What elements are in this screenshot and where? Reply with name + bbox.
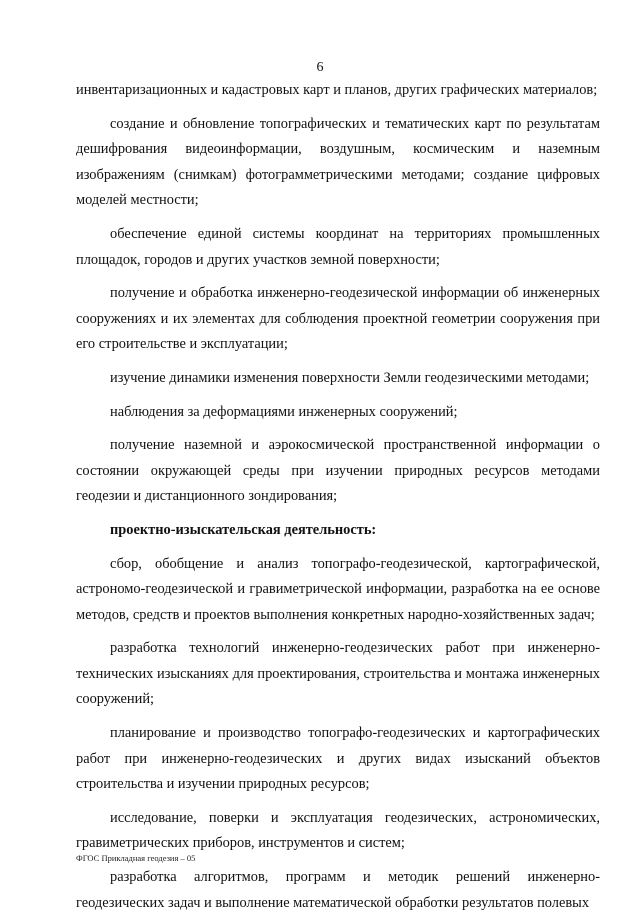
paragraph-survey-planning: планирование и производство топографо-геодезических и картографических работ при инженерно-геодезических и других видах изысканий объектов строительства и изучении природных ресурсов; xyxy=(76,725,600,793)
paragraph-engineering-info: получение и обработка инженерно-геодезической информации об инженерных сооружениях и их элементах для соблюдения проектной геометрии сооружения при его строительстве и эксплуатации; xyxy=(76,285,600,353)
paragraph-continuation: инвентаризационных и кадастровых карт и планов, других графических материалов; xyxy=(76,82,598,98)
page-footer: ФГОС Прикладная геодезия – 05 xyxy=(76,853,196,863)
paragraph-instrument-research: исследование, поверки и эксплуатация геодезических, астрономических, гравиметрических приборов, инструментов и систем; xyxy=(76,809,600,852)
paragraph-coordinate-system: обеспечение единой системы координат на территориях промышленных площадок, городов и других участков земной поверхности; xyxy=(76,225,600,268)
paragraph-earth-surface-dynamics: изучение динамики изменения поверхности Земли геодезическими методами; xyxy=(110,369,590,386)
section-heading-design-survey: проектно-изыскательская деятельность: xyxy=(110,521,377,538)
paragraph-map-creation: создание и обновление топографических и тематических карт по результатам дешифрования видеоинформации, воздушным, космическим и наземным изображениям (снимкам) фотограмметрическими методами; создание цифровых моделей местности; xyxy=(76,115,600,209)
paragraph-deformation-monitoring: наблюдения за деформациями инженерных сооружений; xyxy=(110,403,458,420)
paragraph-spatial-information: получение наземной и аэрокосмической пространственной информации о состоянии окружающей среды при изучении природных ресурсов методами геодезии и дистанционного зондирования; xyxy=(76,437,600,505)
paragraph-algorithm-development: разработка алгоритмов, программ и методик решений инженерно-геодезических задач и выполнение математической обработки результатов полевых xyxy=(76,869,600,911)
document-body xyxy=(76,78,600,924)
page-number: 6 xyxy=(316,60,324,75)
paragraph-technology-development: разработка технологий инженерно-геодезических работ при инженерно-технических изысканиях для проектирования, строительства и монтажа инженерных сооружений; xyxy=(76,640,600,708)
paragraph-data-collection: сбор, обобщение и анализ топографо-геодезической, картографической, астрономо-геодезической и гравиметрической информации, разработка на ее основе методов, средств и проектов выполнения конкретных народно-хозяйственных задач; xyxy=(76,555,600,623)
